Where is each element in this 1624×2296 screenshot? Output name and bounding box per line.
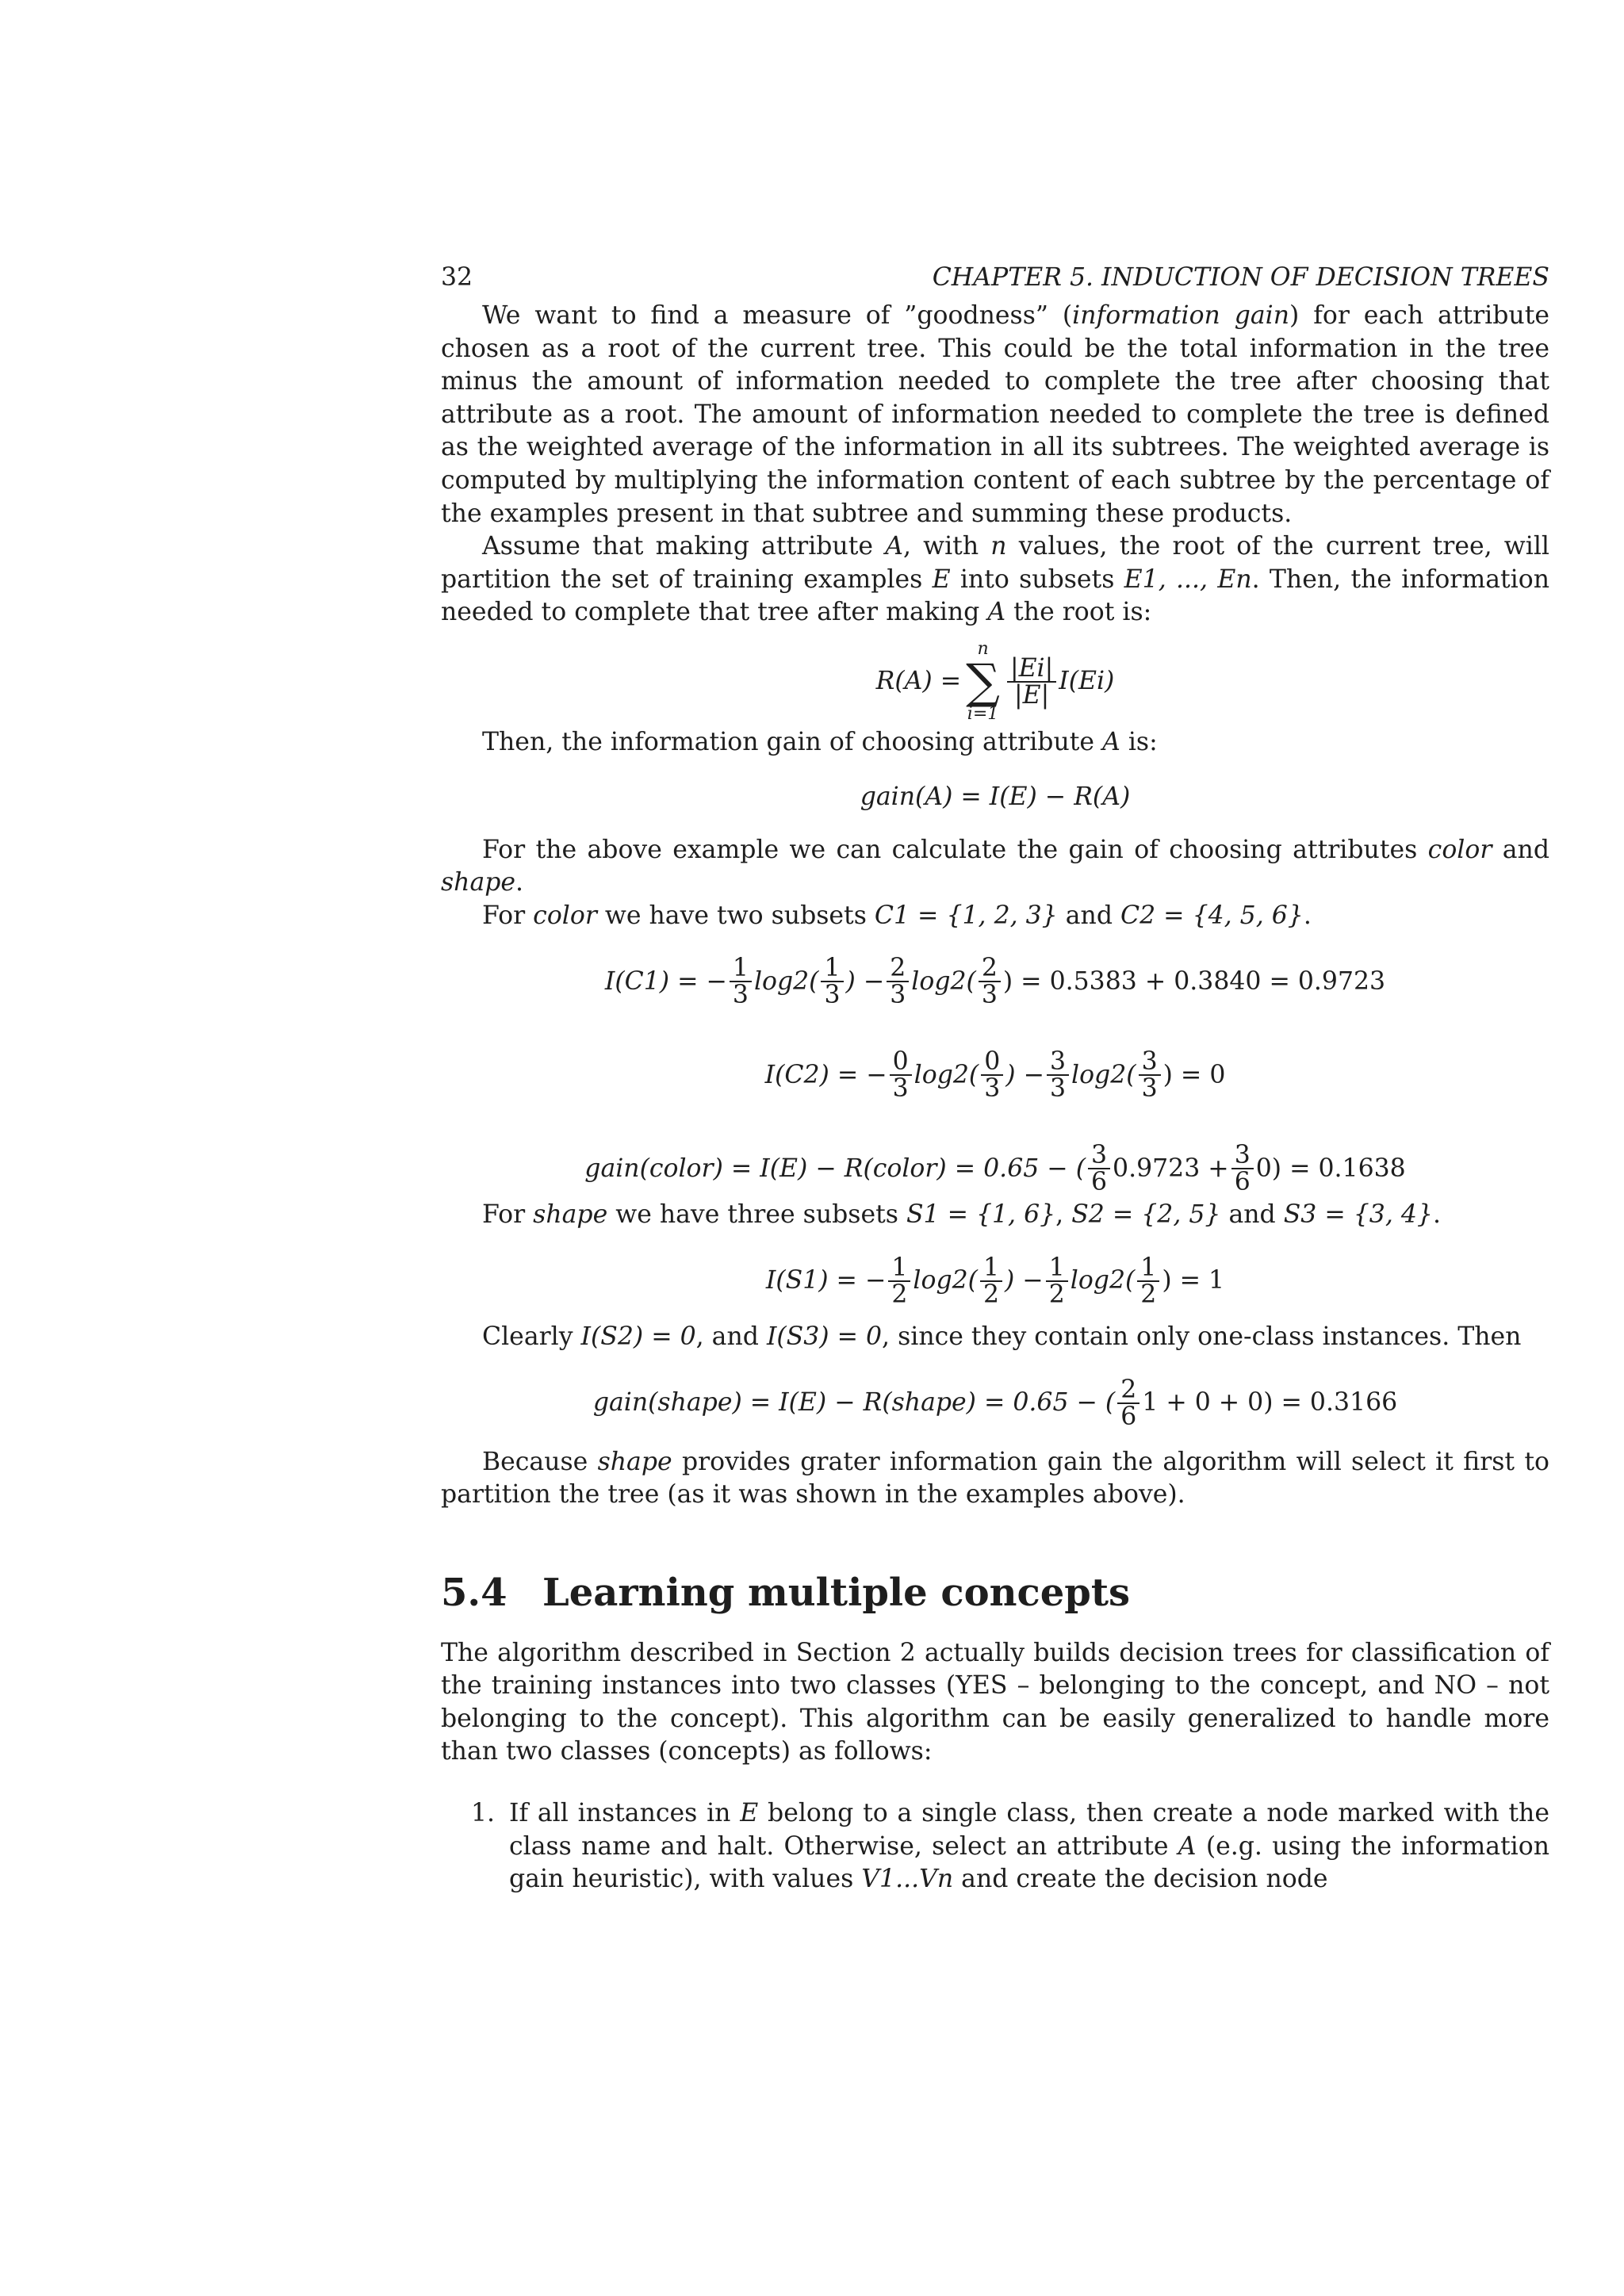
paragraph-information-gain: We want to find a measure of ”goodness” (information gain) for each attribute chosen as a root of the current tree. This could be the total information in the tree minus the amount of information needed to complete the tree after choosing that attribute as a root. The amount of information needed to complete the tree is defined as the weighted average of the information in all its subtrees. The weighted average is computed by multiplying the information content of each subtree by the percentage of the examples present in that subtree and summing these products. bbox=[441, 301, 1550, 528]
section-title: Learning multiple concepts bbox=[542, 1570, 1131, 1615]
paragraph-partition: Assume that making attribute A, with n values, the root of the current tree, will partition the set of training examples E into subsets E1, ..., En. Then, the information needed to complete that tree after making A the root is: bbox=[441, 532, 1549, 627]
fraction-Ei-over-E: $\frac{|Ei|}{|E|}$ bbox=[1007, 656, 1056, 708]
section-heading bbox=[441, 1569, 1549, 1617]
paragraph-example: For the above example we can calculate the gain of choosing attributes color and shape. bbox=[441, 835, 1549, 897]
equation-IC1: I(C1) = − $\frac{1}{3}$ log2( $\frac{1}{3}$ ) − $\frac{2}{3}$ log2( $\frac{2}{3}$ ) = 0.5383 + 0.3840 = 0.9723 bbox=[604, 954, 1386, 1010]
paragraph-gain-intro: Then, the information gain of choosing attribute A is: bbox=[482, 727, 1158, 756]
emphasis-information-gain: information gain bbox=[1072, 301, 1290, 330]
paragraph-multiple-concepts: The algorithm described in Section 2 actually builds decision trees for classification of the training instances into two classes (YES – belonging to the concept, and NO – not belonging to the concept). This algorithm can be easily generalized to handle more than two classes (concepts) as follows: bbox=[441, 1638, 1549, 1766]
page-number: 32 bbox=[441, 263, 473, 292]
paragraph-shape-subsets: For shape we have three subsets S1 = {1, 6}, S2 = {2, 5} and S3 = {3, 4}. bbox=[482, 1200, 1441, 1230]
equation-gain-color: gain(color) = I(E) − R(color) = 0.65 − ( $\frac{3}{6}$ 0.9723 + $\frac{3}{6}$ 0) = 0.1638 bbox=[584, 1141, 1406, 1197]
section-number: 5.4 bbox=[441, 1570, 508, 1615]
running-title: CHAPTER 5. INDUCTION OF DECISION TREES bbox=[932, 263, 1549, 292]
subsets-expression: E1, ..., En bbox=[1124, 564, 1252, 594]
summation: n ∑ i=1 bbox=[966, 638, 1000, 724]
algorithm-list bbox=[441, 1797, 1549, 1896]
equation-R: R(A) = n ∑ i=1 $\frac{|Ei|}{|E|}$ I(Ei) bbox=[875, 638, 1115, 724]
list-item: 1. If all instances in E belong to a single class, then create a node marked with the class name and halt. Otherwise, select an attribute A (e.g. using the information gain heuristic), with values V1...Vn and create the decision node bbox=[471, 1799, 1549, 1894]
equation-gain-shape: gain(shape) = I(E) − R(shape) = 0.65 − ( $\frac{2}{6}$ 1 + 0 + 0) = 0.3166 bbox=[592, 1375, 1398, 1431]
equation-IC2: I(C2) = − $\frac{0}{3}$ log2( $\frac{0}{3}$ ) − $\frac{3}{3}$ log2( $\frac{3}{3}$ ) = 0 bbox=[764, 1047, 1226, 1104]
equation-gain: gain(A) = I(E) − R(A) bbox=[860, 782, 1131, 811]
paragraph-color-subsets: For color we have two subsets C1 = {1, 2, 3} and C2 = {4, 5, 6}. bbox=[482, 901, 1312, 930]
paragraph-clearly: Clearly I(S2) = 0, and I(S3) = 0, since they contain only one-class instances. Then bbox=[482, 1322, 1522, 1351]
equation-IS1: I(S1) = − $\frac{1}{2}$ log2( $\frac{1}{2}$ ) − $\frac{1}{2}$ log2( $\frac{1}{2}$ ) = 1 bbox=[765, 1253, 1225, 1309]
paragraph-conclusion: Because shape provides grater information gain the algorithm will select it first to partition the tree (as it was shown in the examples above). bbox=[441, 1447, 1549, 1510]
page-header bbox=[441, 262, 1549, 298]
paper-page bbox=[441, 262, 1549, 1896]
